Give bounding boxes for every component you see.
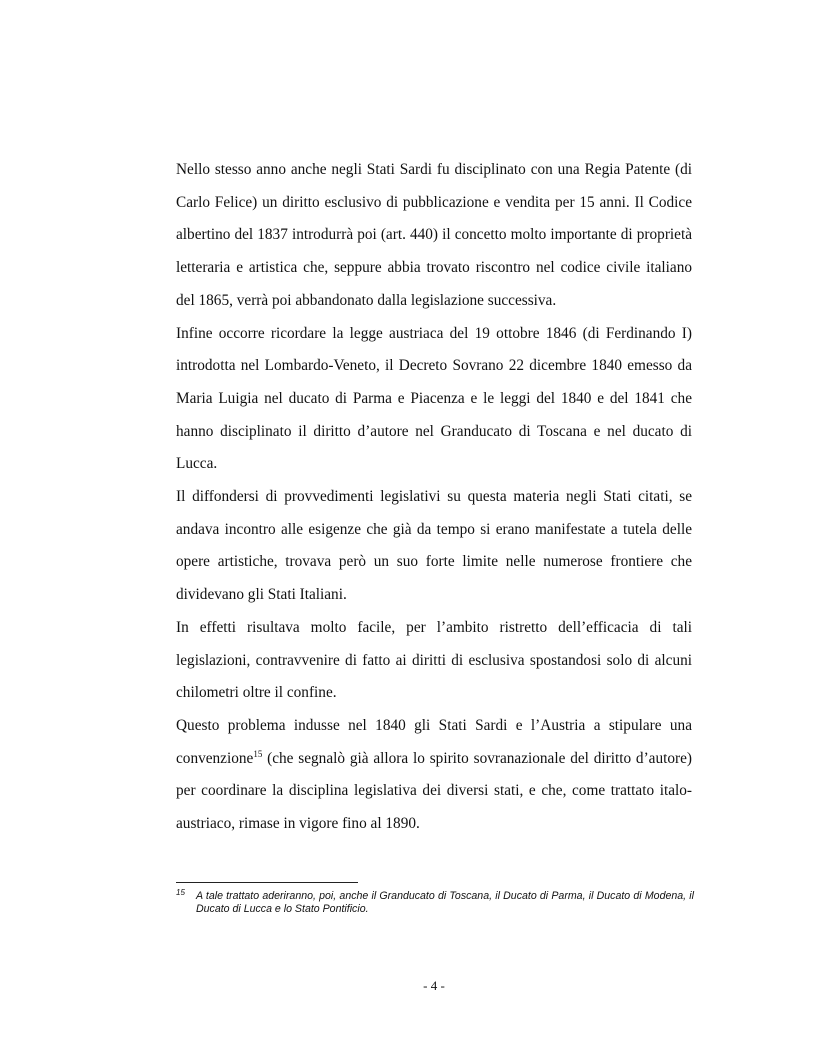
paragraph-convenzione-part2: (che segnalò già allora lo spirito sovranazionale del diritto d’autore) per coordinare la disciplina legislativa dei diversi stati, e che, come trattato italo-austriaco, rimase in vigore fino al 1890. <box>176 749 692 833</box>
paragraph-frontiere: Il diffondersi di provvedimenti legislativi su questa materia negli Stati citati, se andava incontro alle esigenze che già da tempo si erano manifestate a tutela delle opere artistiche, trovava però un suo forte limite nelle numerose frontiere che dividevano gli Stati Italiani. <box>176 488 692 604</box>
footnote-separator <box>176 882 358 883</box>
footnote-text: A tale trattato aderiranno, poi, anche il Granducato di Toscana, il Ducato di Parma, il Ducato di Modena, il Ducato di Lucca e lo Stato Pontificio. <box>196 890 694 915</box>
paragraph-efficacia: In effetti risultava molto facile, per l’ambito ristretto dell’efficacia di tali legislazioni, contravvenire di fatto ai diritti di esclusiva spostandosi solo di alcuni chilometri oltre il confine. <box>176 618 692 702</box>
footnote-reference[interactable]: 15 <box>253 748 263 759</box>
body-text <box>176 154 692 841</box>
footnote <box>176 890 694 916</box>
footnote-number: 15 <box>176 888 185 897</box>
paragraph-leggi-regionali: Infine occorre ricordare la legge austriaca del 19 ottobre 1846 (di Ferdinando I) introdotta nel Lombardo-Veneto, il Decreto Sovrano 22 dicembre 1840 emesso da Maria Luigia nel ducato di Parma e Piacenza e le leggi del 1840 e del 1841 che hanno disciplinato il diritto d’autore nel Granducato di Toscana e nel ducato di Lucca. <box>176 324 692 473</box>
paragraph-convenzione-part1: Questo problema indusse nel 1840 gli Stati Sardi e l’Austria a stipulare una convenzione <box>176 716 692 767</box>
paragraph-stati-sardi: Nello stesso anno anche negli Stati Sardi fu disciplinato con una Regia Patente (di Carlo Felice) un diritto esclusivo di pubblicazione e vendita per 15 anni. Il Codice albertino del 1837 introdurrà poi (art. 440) il concetto molto importante di proprietà letteraria e artistica che, seppure abbia trovato riscontro nel codice civile italiano del 1865, verrà poi abbandonato dalla legislazione successiva. <box>176 161 692 309</box>
page-number: - 4 - <box>423 978 445 993</box>
paragraph-convenzione <box>176 710 692 841</box>
